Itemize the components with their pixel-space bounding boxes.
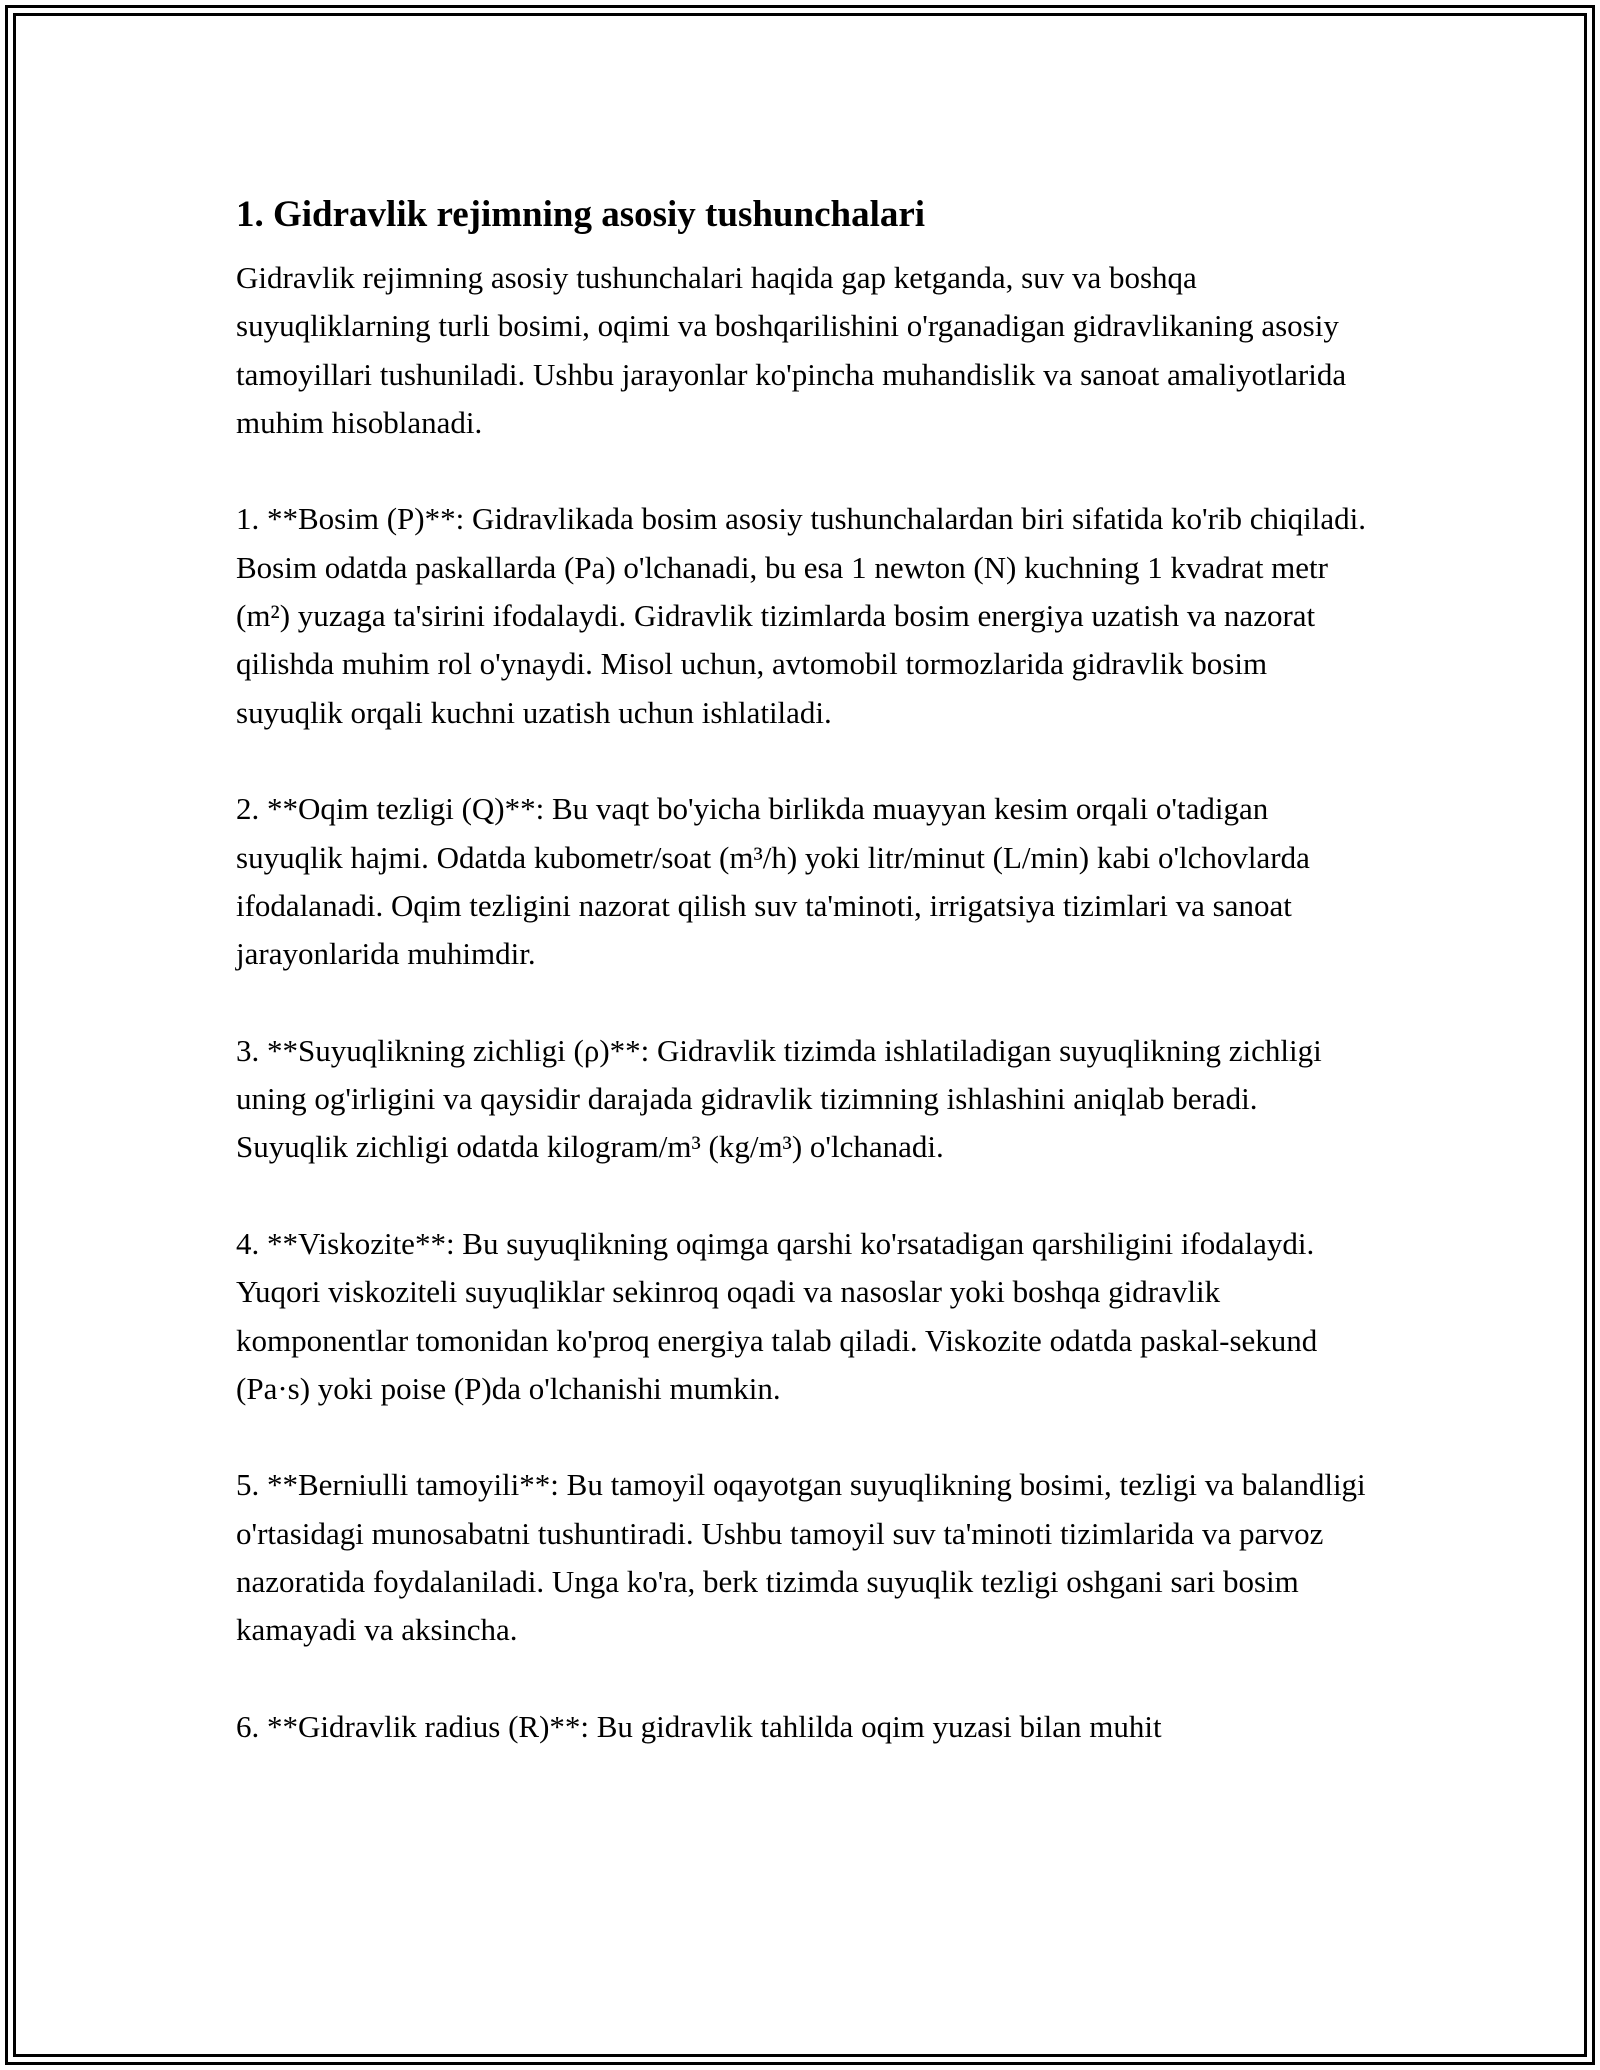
paragraph-gidravlik-radius: 6. **Gidravlik radius (R)**: Bu gidravlik tahlilda oqim yuzasi bilan muhit [236, 1708, 1162, 1744]
paragraph-bosim: 1. **Bosim (P)**: Gidravlikada bosim asosiy tushunchalardan biri sifatida ko'rib chiqiladi. Bosim odatda paskallarda (Pa) o'lchanadi, bu esa 1 newton (N) kuchning 1 kvadrat metr (m²) yuzaga ta'sirini ifodalaydi. Gidravlik tizimlarda bosim energiya uzatish va nazorat qilishda muhim rol o'ynaydi. Misol uchun, avtomobil tormozlarida gidravlik bosim suyuqlik orqali kuchni uzatish uchun ishlatiladi. [236, 501, 1367, 730]
section-heading: 1. Gidravlik rejimning asosiy tushunchalari [236, 194, 926, 235]
paragraph-oqim-tezligi: 2. **Oqim tezligi (Q)**: Bu vaqt bo'yicha birlikda muayyan kesim orqali o'tadigan suyuqlik hajmi. Odatda kubometr/soat (m³/h) yoki litr/minut (L/min) kabi o'lchovlarda ifodalanadi. Oqim tezligini nazorat qilish suv ta'minoti, irrigatsiya tizimlari va sanoat jarayonlarida muhimdir. [236, 791, 1310, 972]
paragraph-berniulli: 5. **Berniulli tamoyili**: Bu tamoyil oqayotgan suyuqlikning bosimi, tezligi va balandligi o'rtasidagi munosabatni tushuntiradi. Ushbu tamoyil suv ta'minoti tizimlarida va parvoz nazoratida foydalaniladi. Unga ko'ra, berk tizimda suyuqlik tezligi oshgani sari bosim kamayadi va aksincha. [236, 1467, 1366, 1648]
document-body [236, 188, 1376, 1800]
paragraph-zichlik: 3. **Suyuqlikning zichligi (ρ)**: Gidravlik tizimda ishlatiladigan suyuqlikning zichligi uning og'irligini va qaysidir darajada gidravlik tizimning ishlashini aniqlab beradi. Suyuqlik zichligi odatda kilogram/m³ (kg/m³) o'lchanadi. [236, 1032, 1322, 1165]
paragraph-viskozite: 4. **Viskozite**: Bu suyuqlikning oqimga qarshi ko'rsatadigan qarshiligini ifodalaydi. Yuqori viskoziteli suyuqliklar sekinroq oqadi va nasoslar yoki boshqa gidravlik komponentlar tomonidan ko'proq energiya talab qiladi. Viskozite odatda paskal-sekund (Pa·s) yoki poise (P)da o'lchanishi mumkin. [236, 1225, 1318, 1406]
intro-paragraph: Gidravlik rejimning asosiy tushunchalari haqida gap ketganda, suv va boshqa suyuqliklarning turli bosimi, oqimi va boshqarilishini o'rganadigan gidravlikaning asosiy tamoyillari tushuniladi. Ushbu jarayonlar ko'pincha muhandislik va sanoat amaliyotlarida muhim hisoblanadi. [236, 260, 1347, 440]
